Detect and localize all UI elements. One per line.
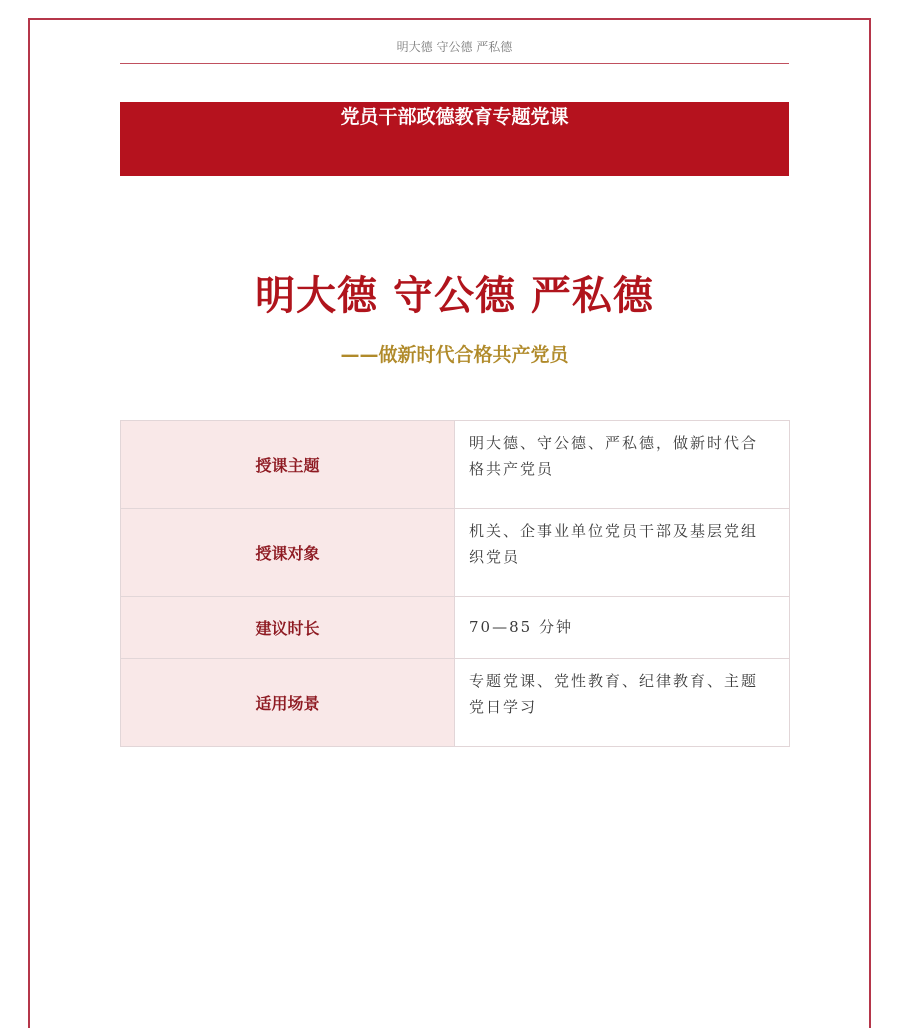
row-label: 授课对象: [121, 509, 455, 597]
row-label: 适用场景: [121, 659, 455, 747]
table-row: [121, 509, 790, 597]
row-label: 建议时长: [121, 597, 455, 659]
running-header: 明大德 守公德 严私德: [120, 37, 789, 64]
title-banner: 党员干部政德教育专题党课: [120, 102, 789, 176]
main-title: 明大德 守公德 严私德: [255, 273, 654, 319]
subtitle: ——做新时代合格共产党员: [340, 344, 569, 366]
table-row: [121, 421, 790, 509]
table-row: [121, 659, 790, 747]
row-value: 专题党课、党性教育、纪律教育、主题党日学习: [455, 659, 790, 747]
table-row: [121, 597, 790, 659]
course-info-table: [120, 420, 790, 747]
row-value: 明大德、守公德、严私德，做新时代合格共产党员: [455, 421, 790, 509]
row-value: 70—85 分钟: [455, 597, 790, 659]
row-value: 机关、企事业单位党员干部及基层党组织党员: [455, 509, 790, 597]
row-label: 授课主题: [121, 421, 455, 509]
